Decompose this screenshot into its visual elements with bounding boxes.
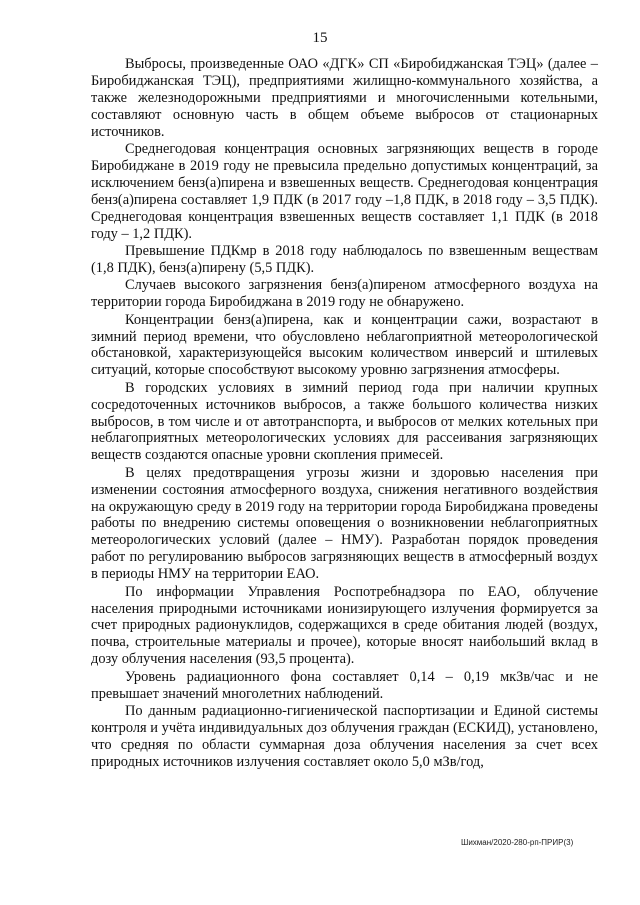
paragraph-emissions-sources: Выбросы, произведенные ОАО «ДГК» СП «Биробиджанская ТЭЦ» (далее – Биробиджанская ТЭЦ), предприятиями жилищно-коммунального хозяйства, а также железнодорожными предприятиями и многочисленными котельными, составляют основную часть в общем объеме выбросов от стационарных источников. — [91, 56, 598, 140]
page-number: 15 — [312, 30, 328, 46]
paragraph-winter-concentrations: Концентрации бенз(а)пирена, как и концентрации сажи, возрастают в зимний период времени, что обусловлено неблагоприятной метеорологической обстановкой, характеризующейся высоким количеством инверсий и штилевых ситуаций, которые способствуют высокому уровню загрязнения атмосферы. — [91, 311, 598, 379]
document-body — [91, 56, 598, 771]
paragraph-average-concentration: Среднегодовая концентрация основных загрязняющих веществ в городе Биробиджане в 2019 году не превысила предельно допустимых концентраций, за исключением бенз(а)пирена и взвешенных веществ. Среднегодовая концентрация бенз(а)пирена составляет 1,9 ПДК (в 2017 году –1,8 ПДК, в 2018 году – 3,5 ПДК). Среднегодовая концентрация взвешенных веществ составляет 1,1 ПДК (в 2018 году – 1,2 ПДК). — [91, 141, 598, 242]
paragraph-nmu-warning-system: В целях предотвращения угрозы жизни и здоровью населения при изменении состояния атмосферного воздуха, снижения негативного воздействия на окружающую среду в 2019 году на территории города Биробиджана проведены работы по внедрению системы оповещения о возникновении неблагоприятных метеорологических условий (далее – НМУ). Разработан порядок проведения работ по регулированию выбросов загрязняющих веществ в атмосферный воздух в периоды НМУ на территории ЕАО. — [91, 464, 598, 583]
paragraph-high-pollution-cases: Случаев высокого загрязнения бенз(а)пиреном атмосферного воздуха на территории города Биробиджана в 2019 году не обнаружено. — [91, 277, 598, 311]
paragraph-pdk-exceedance: Превышение ПДКмр в 2018 году наблюдалось по взвешенным веществам (1,8 ПДК), бенз(а)пирену (5,5 ПДК). — [91, 242, 598, 276]
paragraph-eskid-dose: По данным радиационно-гигиенической паспортизации и Единой системы контроля и учёта индивидуальных доз облучения граждан (ЕСКИД), установлено, что средняя по области суммарная доза облучения населения за счет всех природных источников излучения составляет около 5,0 мЗв/год, — [91, 702, 598, 770]
document-code: Шихман/2020-280-рп-ПРИР(3) — [461, 838, 574, 847]
paragraph-radiation-background: Уровень радиационного фона составляет 0,14 – 0,19 мкЗв/час и не превышает значений многолетних наблюдений. — [91, 668, 598, 702]
paragraph-natural-radiation: По информации Управления Роспотребнадзора по ЕАО, облучение населения природными источниками ионизирующего излучения формируется за счет природных радионуклидов, содержащихся в среде обитания людей (воздух, почва, строительные материалы и прочее), которые вносят наибольший вклад в дозу облучения населения (93,5 процента). — [91, 583, 598, 668]
paragraph-urban-conditions: В городских условиях в зимний период года при наличии крупных сосредоточенных источников выбросов, а также большого количества низких выбросов, в том числе и от автотранспорта, и выбросов от мелких котельных при неблагоприятных метеорологических условиях для рассеивания загрязняющих веществ создаются опасные уровни скопления примесей. — [91, 379, 598, 464]
